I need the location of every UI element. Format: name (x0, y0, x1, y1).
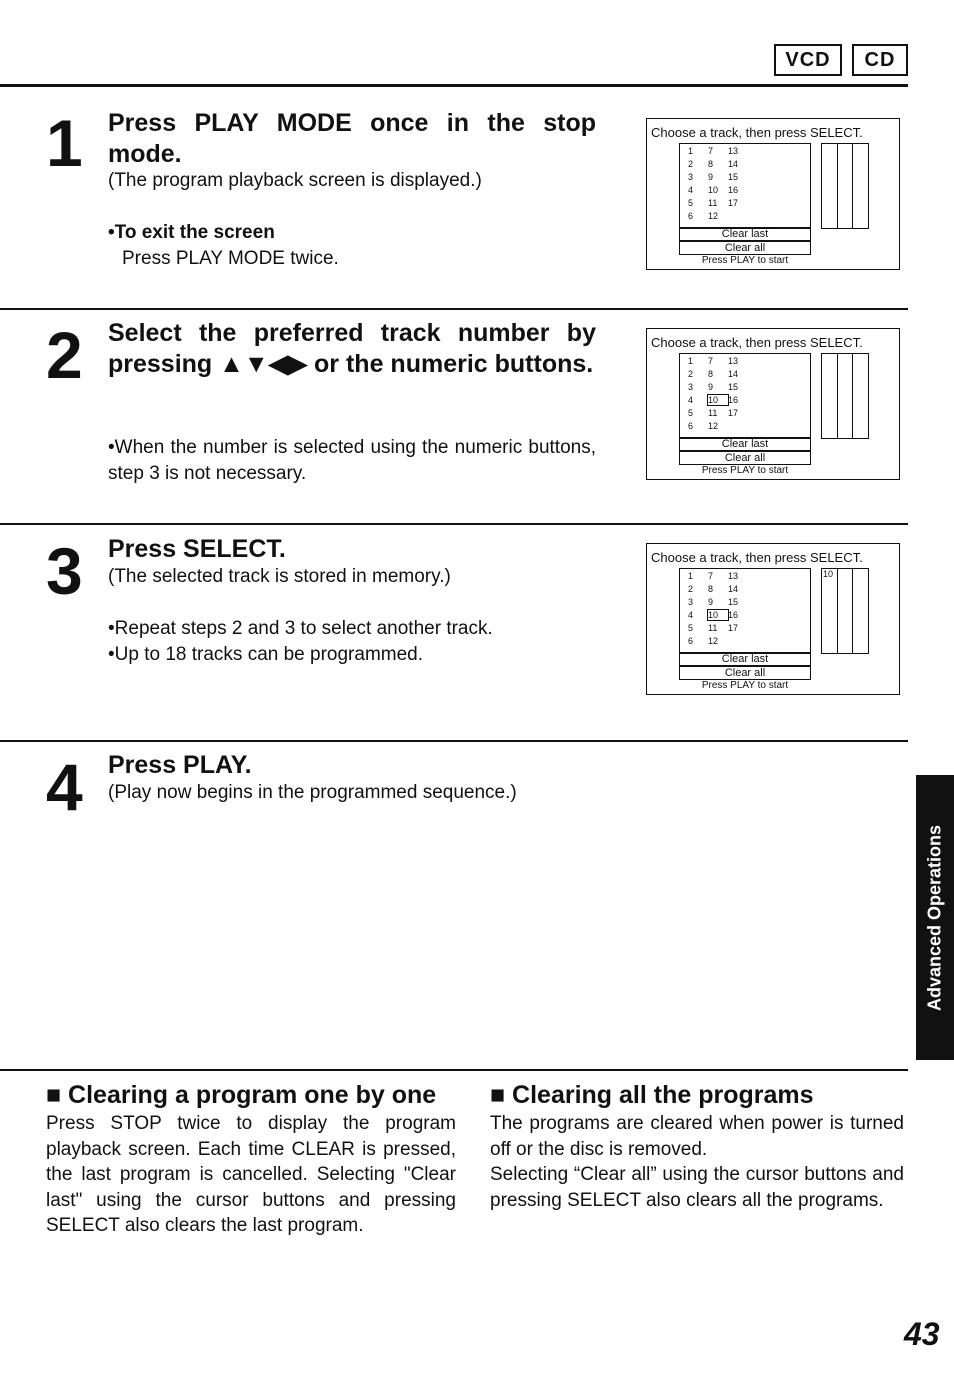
bullet-text: •Repeat steps 2 and 3 to select another track. (108, 618, 493, 639)
track-row: 6 12 (688, 636, 719, 646)
bullet-text: Press PLAY MODE twice. (122, 248, 339, 269)
step-title: Press PLAY. (108, 751, 252, 779)
clear-all-button: Clear all (679, 666, 811, 680)
clearing-all-body: The programs are cleared when power is turned off or the disc is removed. (490, 1113, 904, 1160)
screen-prompt: Choose a track, then press SELECT. (651, 335, 863, 350)
step-subtitle: (The program playback screen is displayed.) (108, 170, 482, 191)
track-row: 4 10 16 (688, 610, 739, 620)
program-screen (646, 328, 900, 480)
track-row: 5 11 17 (688, 198, 739, 208)
program-slots (821, 353, 869, 439)
step-number: 2 (46, 318, 83, 392)
step-divider (0, 740, 908, 742)
clear-all-button: Clear all (679, 241, 811, 255)
track-row: 3 9 15 (688, 597, 739, 607)
step-number: 3 (46, 534, 83, 608)
step-subtitle: (Play now begins in the programmed sequence.) (108, 782, 517, 803)
step-title: Select the preferred track number by pressing ▲▼◀▶ or the numeric buttons. (108, 319, 596, 378)
screen-footer: Press PLAY to start (701, 255, 789, 266)
track-row: 2 8 14 (688, 584, 739, 594)
step-divider (0, 523, 908, 525)
step-divider (0, 308, 908, 310)
program-screen (646, 118, 900, 270)
track-row: 2 8 14 (688, 369, 739, 379)
track-row: 1 7 13 (688, 356, 739, 366)
step-number: 1 (46, 106, 83, 180)
section-divider (0, 1069, 908, 1071)
program-slot (822, 144, 838, 228)
clearing-one-body: Press STOP twice to display the program playback screen. Each time CLEAR is pressed, the last program is cancelled. Selecting "Clear last" using the cursor buttons and pressing SELECT also clears the last program. (46, 1113, 456, 1236)
bullet-text: •When the number is selected using the numeric buttons, step 3 is not necessary. (108, 437, 596, 484)
step-subtitle: (The selected track is stored in memory.) (108, 566, 451, 587)
track-row: 6 12 (688, 421, 719, 431)
track-row: 4 10 16 (688, 185, 739, 195)
program-slot: 10 (822, 569, 838, 653)
screen-prompt: Choose a track, then press SELECT. (651, 125, 863, 140)
track-list (679, 353, 811, 439)
clear-all-button: Clear all (679, 451, 811, 465)
track-list (679, 568, 811, 654)
track-row: 3 9 15 (688, 172, 739, 182)
program-screen (646, 543, 900, 695)
track-row: 6 12 (688, 211, 719, 221)
bullet-text: •Up to 18 tracks can be programmed. (108, 644, 424, 665)
program-slot (822, 354, 838, 438)
program-slots (821, 568, 869, 654)
track-row: 1 7 13 (688, 146, 739, 156)
track-row: 2 8 14 (688, 159, 739, 169)
step-number: 4 (46, 750, 83, 824)
track-row: 5 11 17 (688, 623, 739, 633)
screen-prompt: Choose a track, then press SELECT. (651, 550, 863, 565)
screen-footer: Press PLAY to start (701, 680, 789, 691)
screen-footer: Press PLAY to start (701, 465, 789, 476)
section-tab-label: Advanced Operations (924, 824, 945, 1011)
track-row: 3 9 15 (688, 382, 739, 392)
bullet-heading: •To exit the screen (108, 222, 275, 243)
clearing-one-heading: ■ Clearing a program one by one (46, 1081, 437, 1109)
track-row: 4 10 16 (688, 395, 739, 405)
track-row: 5 11 17 (688, 408, 739, 418)
vcd-badge: VCD (774, 44, 842, 76)
cd-badge: CD (852, 44, 908, 76)
clearing-all-body: Selecting “Clear all” using the cursor buttons and pressing SELECT also clears all the programs. (490, 1164, 904, 1211)
header-rule (0, 84, 908, 87)
clear-last-button: Clear last (679, 227, 811, 241)
section-tab (916, 775, 954, 1060)
step-title: Press SELECT. (108, 535, 286, 563)
clear-last-button: Clear last (679, 437, 811, 451)
program-slots (821, 143, 869, 229)
track-list (679, 143, 811, 229)
step-title: Press PLAY MODE once in the stop mode. (108, 109, 596, 168)
track-row: 1 7 13 (688, 571, 739, 581)
clearing-all-heading: ■ Clearing all the programs (490, 1081, 814, 1109)
clear-last-button: Clear last (679, 652, 811, 666)
page-number: 43 (904, 1316, 940, 1352)
